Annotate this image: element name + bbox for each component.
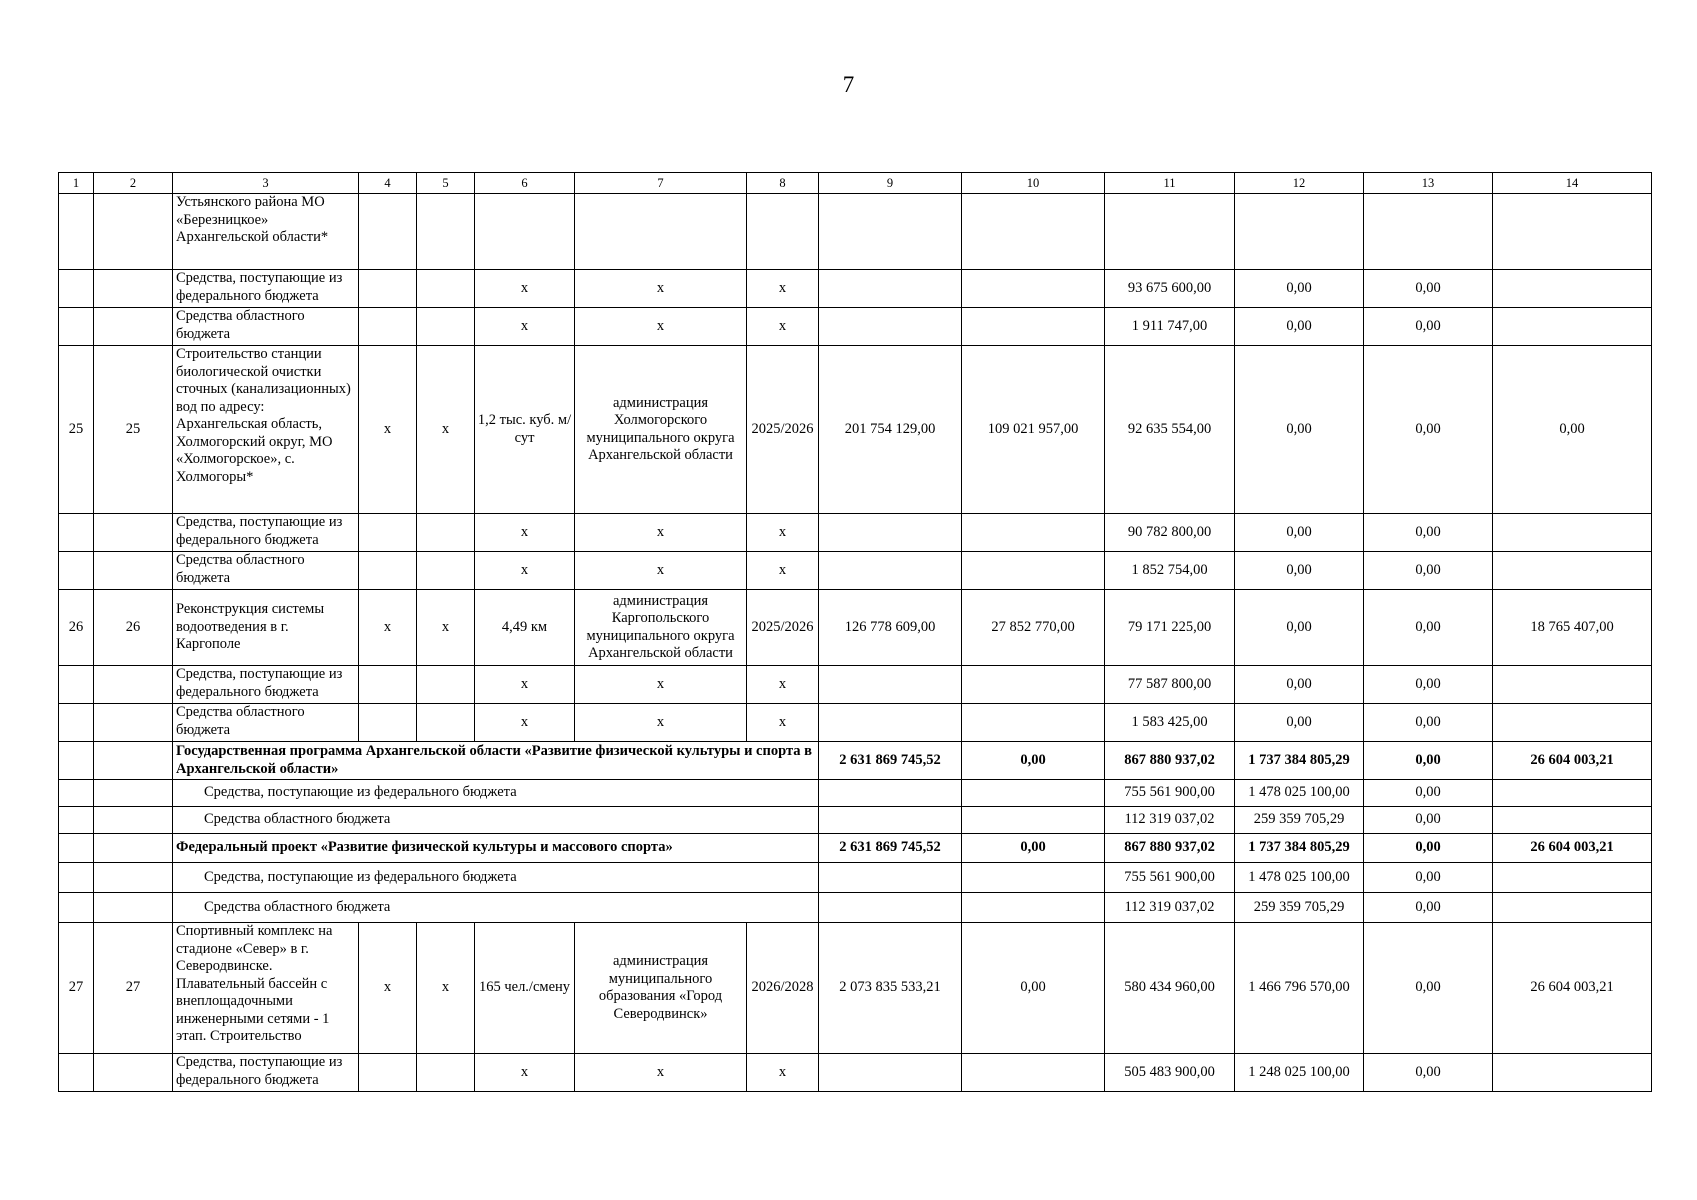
cell-amount: 505 483 900,00 bbox=[1105, 1054, 1235, 1092]
cell bbox=[417, 514, 475, 552]
cell bbox=[575, 194, 747, 270]
cell bbox=[359, 1054, 417, 1092]
cell-period: 2025/2026 bbox=[747, 346, 819, 514]
cell bbox=[94, 1054, 173, 1092]
cell-num: 26 bbox=[94, 590, 173, 666]
cell bbox=[59, 308, 94, 346]
cell bbox=[94, 780, 173, 807]
cell-period: 2026/2028 bbox=[747, 923, 819, 1054]
cell-amount: 79 171 225,00 bbox=[1105, 590, 1235, 666]
cell-amount: 1 737 384 805,29 bbox=[1235, 834, 1364, 863]
cell-amount: 1 478 025 100,00 bbox=[1235, 780, 1364, 807]
cell bbox=[747, 194, 819, 270]
table-row bbox=[59, 514, 1652, 552]
cell bbox=[962, 780, 1105, 807]
cell-amount: 1 852 754,00 bbox=[1105, 552, 1235, 590]
table-row bbox=[59, 346, 1652, 514]
project-total-row bbox=[59, 834, 1652, 863]
cell-num: 27 bbox=[94, 923, 173, 1054]
table-row bbox=[59, 590, 1652, 666]
project-title: Федеральный проект «Развитие физической культуры и массового спорта» bbox=[173, 834, 819, 863]
cell-x: x bbox=[417, 346, 475, 514]
cell-x: x bbox=[575, 704, 747, 742]
cell bbox=[94, 270, 173, 308]
cell-amount: 201 754 129,00 bbox=[819, 346, 962, 514]
cell-amount: 0,00 bbox=[1235, 514, 1364, 552]
cell bbox=[94, 704, 173, 742]
cell-x: x bbox=[575, 666, 747, 704]
cell-amount: 0,00 bbox=[1364, 666, 1493, 704]
cell-amount: 0,00 bbox=[962, 923, 1105, 1054]
cell-amount: 0,00 bbox=[1364, 346, 1493, 514]
cell-amount: 92 635 554,00 bbox=[1105, 346, 1235, 514]
header-cell: 4 bbox=[359, 173, 417, 194]
cell-capacity: 165 чел./смену bbox=[475, 923, 575, 1054]
cell-object-name: Реконструкция системы водоотведения в г. Каргополе bbox=[173, 590, 359, 666]
cell bbox=[1493, 514, 1652, 552]
header-cell: 7 bbox=[575, 173, 747, 194]
cell bbox=[1493, 666, 1652, 704]
cell-source: Средства областного бюджета bbox=[173, 704, 359, 742]
cell-x: x bbox=[575, 270, 747, 308]
table-row bbox=[59, 807, 1652, 834]
cell bbox=[819, 893, 962, 923]
cell bbox=[819, 807, 962, 834]
cell bbox=[59, 704, 94, 742]
cell-period: 2025/2026 bbox=[747, 590, 819, 666]
cell bbox=[819, 552, 962, 590]
cell-amount: 0,00 bbox=[1364, 863, 1493, 893]
cell bbox=[475, 194, 575, 270]
table-row bbox=[59, 666, 1652, 704]
cell bbox=[359, 704, 417, 742]
cell bbox=[962, 1054, 1105, 1092]
cell bbox=[359, 270, 417, 308]
cell bbox=[94, 308, 173, 346]
cell-x: x bbox=[359, 346, 417, 514]
cell-amount: 0,00 bbox=[1364, 704, 1493, 742]
cell bbox=[1105, 194, 1235, 270]
cell-amount: 0,00 bbox=[1364, 742, 1493, 780]
cell-x: x bbox=[747, 308, 819, 346]
cell-amount: 0,00 bbox=[1364, 780, 1493, 807]
cell-amount: 867 880 937,02 bbox=[1105, 742, 1235, 780]
cell-amount: 0,00 bbox=[1493, 346, 1652, 514]
cell-amount: 2 631 869 745,52 bbox=[819, 742, 962, 780]
cell bbox=[417, 1054, 475, 1092]
cell-amount: 93 675 600,00 bbox=[1105, 270, 1235, 308]
cell bbox=[819, 270, 962, 308]
cell bbox=[962, 807, 1105, 834]
cell bbox=[1493, 1054, 1652, 1092]
cell bbox=[962, 666, 1105, 704]
cell bbox=[94, 834, 173, 863]
cell bbox=[359, 666, 417, 704]
cell-amount: 0,00 bbox=[1364, 923, 1493, 1054]
header-cell: 8 bbox=[747, 173, 819, 194]
header-cell: 6 bbox=[475, 173, 575, 194]
cell bbox=[1493, 194, 1652, 270]
cell-amount: 26 604 003,21 bbox=[1493, 742, 1652, 780]
cell-amount: 0,00 bbox=[1364, 1054, 1493, 1092]
table-row bbox=[59, 863, 1652, 893]
cell-x: x bbox=[747, 704, 819, 742]
table-row bbox=[59, 923, 1652, 1054]
cell bbox=[819, 704, 962, 742]
cell bbox=[359, 514, 417, 552]
budget-table bbox=[58, 172, 1652, 1092]
cell bbox=[359, 194, 417, 270]
cell bbox=[59, 834, 94, 863]
header-cell: 2 bbox=[94, 173, 173, 194]
header-row bbox=[59, 173, 1652, 194]
cell bbox=[962, 863, 1105, 893]
cell-customer: администрация муниципального образования «Город Северодвинск» bbox=[575, 923, 747, 1054]
cell-amount: 1 248 025 100,00 bbox=[1235, 1054, 1364, 1092]
cell-num: 25 bbox=[59, 346, 94, 514]
cell-source: Средства областного бюджета bbox=[173, 552, 359, 590]
cell bbox=[819, 308, 962, 346]
cell bbox=[417, 666, 475, 704]
cell-amount: 112 319 037,02 bbox=[1105, 893, 1235, 923]
header-cell: 13 bbox=[1364, 173, 1493, 194]
cell-amount: 755 561 900,00 bbox=[1105, 780, 1235, 807]
cell-amount: 0,00 bbox=[1364, 552, 1493, 590]
cell-x: x bbox=[359, 923, 417, 1054]
cell-x: x bbox=[475, 514, 575, 552]
table-row bbox=[59, 270, 1652, 308]
cell-customer: администрация Холмогорского муниципального округа Архангельской области bbox=[575, 346, 747, 514]
table-row bbox=[59, 780, 1652, 807]
cell bbox=[417, 552, 475, 590]
cell-amount: 1 583 425,00 bbox=[1105, 704, 1235, 742]
table-row bbox=[59, 1054, 1652, 1092]
cell-amount: 0,00 bbox=[1364, 834, 1493, 863]
cell-amount: 0,00 bbox=[1235, 704, 1364, 742]
cell bbox=[819, 780, 962, 807]
cell-num: 26 bbox=[59, 590, 94, 666]
cell-amount: 0,00 bbox=[1235, 270, 1364, 308]
cell bbox=[819, 194, 962, 270]
cell-amount: 2 073 835 533,21 bbox=[819, 923, 962, 1054]
cell-source: Средства, поступающие из федерального бюджета bbox=[173, 514, 359, 552]
cell bbox=[1493, 807, 1652, 834]
cell-x: x bbox=[575, 552, 747, 590]
cell-num: 25 bbox=[94, 346, 173, 514]
cell-amount: 112 319 037,02 bbox=[1105, 807, 1235, 834]
cell-amount: 0,00 bbox=[1364, 893, 1493, 923]
cell-x: x bbox=[747, 1054, 819, 1092]
cell-source: Средства, поступающие из федерального бюджета bbox=[173, 863, 819, 893]
cell bbox=[819, 666, 962, 704]
cell-x: x bbox=[475, 704, 575, 742]
cell-amount: 26 604 003,21 bbox=[1493, 923, 1652, 1054]
cell-amount: 259 359 705,29 bbox=[1235, 893, 1364, 923]
cell bbox=[359, 552, 417, 590]
cell bbox=[417, 194, 475, 270]
cell-amount: 867 880 937,02 bbox=[1105, 834, 1235, 863]
cell-x: x bbox=[475, 1054, 575, 1092]
cell-x: x bbox=[747, 552, 819, 590]
cell-x: x bbox=[475, 308, 575, 346]
cell bbox=[1493, 270, 1652, 308]
cell bbox=[94, 666, 173, 704]
cell-amount: 2 631 869 745,52 bbox=[819, 834, 962, 863]
cell-amount: 27 852 770,00 bbox=[962, 590, 1105, 666]
cell-source: Средства, поступающие из федерального бюджета bbox=[173, 270, 359, 308]
cell-amount: 0,00 bbox=[1364, 514, 1493, 552]
cell bbox=[59, 863, 94, 893]
cell bbox=[1493, 863, 1652, 893]
header-cell: 1 bbox=[59, 173, 94, 194]
header-cell: 5 bbox=[417, 173, 475, 194]
cell-amount: 0,00 bbox=[1235, 346, 1364, 514]
cell-source: Средства, поступающие из федерального бюджета bbox=[173, 1054, 359, 1092]
cell-num: 27 bbox=[59, 923, 94, 1054]
page-number: 7 bbox=[842, 72, 855, 97]
cell-amount: 0,00 bbox=[1364, 270, 1493, 308]
header-cell: 3 bbox=[173, 173, 359, 194]
cell-amount: 18 765 407,00 bbox=[1493, 590, 1652, 666]
cell bbox=[59, 1054, 94, 1092]
cell-object-name: Устьянского района МО «Березницкое» Архангельской области* bbox=[173, 194, 359, 270]
cell bbox=[1493, 704, 1652, 742]
cell bbox=[962, 552, 1105, 590]
cell-amount: 1 466 796 570,00 bbox=[1235, 923, 1364, 1054]
header-cell: 9 bbox=[819, 173, 962, 194]
cell bbox=[819, 514, 962, 552]
cell bbox=[962, 194, 1105, 270]
cell bbox=[1493, 780, 1652, 807]
cell bbox=[94, 552, 173, 590]
cell-amount: 0,00 bbox=[962, 834, 1105, 863]
cell bbox=[59, 514, 94, 552]
cell-amount: 77 587 800,00 bbox=[1105, 666, 1235, 704]
cell-amount: 0,00 bbox=[1364, 308, 1493, 346]
cell bbox=[59, 270, 94, 308]
cell bbox=[94, 807, 173, 834]
cell-amount: 26 604 003,21 bbox=[1493, 834, 1652, 863]
cell-source: Средства, поступающие из федерального бюджета bbox=[173, 666, 359, 704]
cell-source: Средства областного бюджета bbox=[173, 308, 359, 346]
table-row bbox=[59, 308, 1652, 346]
cell-amount: 0,00 bbox=[1235, 552, 1364, 590]
cell bbox=[962, 514, 1105, 552]
cell-object-name: Спортивный комплекс на стадионе «Север» в г. Северодвинске. Плавательный бассейн с внеплощадочными инженерными сетями - 1 этап. Строительство bbox=[173, 923, 359, 1054]
cell-amount: 1 737 384 805,29 bbox=[1235, 742, 1364, 780]
program-total-row bbox=[59, 742, 1652, 780]
header-cell: 10 bbox=[962, 173, 1105, 194]
cell-capacity: 1,2 тыс. куб. м/сут bbox=[475, 346, 575, 514]
cell-source: Средства областного бюджета bbox=[173, 893, 819, 923]
cell-x: x bbox=[575, 514, 747, 552]
cell-amount: 0,00 bbox=[1364, 807, 1493, 834]
cell-amount: 0,00 bbox=[1235, 308, 1364, 346]
cell-amount: 1 911 747,00 bbox=[1105, 308, 1235, 346]
cell bbox=[59, 742, 94, 780]
cell-x: x bbox=[747, 666, 819, 704]
header-cell: 14 bbox=[1493, 173, 1652, 194]
cell-amount: 259 359 705,29 bbox=[1235, 807, 1364, 834]
cell bbox=[417, 308, 475, 346]
cell-x: x bbox=[747, 514, 819, 552]
table-row bbox=[59, 893, 1652, 923]
cell bbox=[59, 780, 94, 807]
cell-x: x bbox=[575, 1054, 747, 1092]
table-row bbox=[59, 194, 1652, 270]
cell bbox=[59, 666, 94, 704]
cell-x: x bbox=[747, 270, 819, 308]
cell-x: x bbox=[359, 590, 417, 666]
cell bbox=[359, 308, 417, 346]
header-cell: 12 bbox=[1235, 173, 1364, 194]
cell bbox=[962, 704, 1105, 742]
table-row bbox=[59, 552, 1652, 590]
cell bbox=[59, 807, 94, 834]
cell bbox=[94, 863, 173, 893]
cell bbox=[962, 270, 1105, 308]
cell-x: x bbox=[575, 308, 747, 346]
cell-amount: 109 021 957,00 bbox=[962, 346, 1105, 514]
cell bbox=[1235, 194, 1364, 270]
cell bbox=[962, 308, 1105, 346]
cell bbox=[819, 863, 962, 893]
header-cell: 11 bbox=[1105, 173, 1235, 194]
cell-x: x bbox=[417, 923, 475, 1054]
cell-x: x bbox=[475, 270, 575, 308]
cell bbox=[819, 1054, 962, 1092]
cell-amount: 755 561 900,00 bbox=[1105, 863, 1235, 893]
cell bbox=[962, 893, 1105, 923]
cell bbox=[94, 514, 173, 552]
cell-num bbox=[94, 194, 173, 270]
cell bbox=[59, 552, 94, 590]
cell-amount: 0,00 bbox=[1235, 666, 1364, 704]
cell-customer: администрация Каргопольского муниципального округа Архангельской области bbox=[575, 590, 747, 666]
cell bbox=[417, 270, 475, 308]
cell-amount: 1 478 025 100,00 bbox=[1235, 863, 1364, 893]
cell-x: x bbox=[475, 552, 575, 590]
cell-amount: 126 778 609,00 bbox=[819, 590, 962, 666]
cell bbox=[1364, 194, 1493, 270]
cell-source: Средства областного бюджета bbox=[173, 807, 819, 834]
cell bbox=[417, 704, 475, 742]
cell bbox=[59, 893, 94, 923]
table-row bbox=[59, 704, 1652, 742]
cell bbox=[94, 742, 173, 780]
cell-amount: 0,00 bbox=[962, 742, 1105, 780]
cell-source: Средства, поступающие из федерального бюджета bbox=[173, 780, 819, 807]
cell-amount: 90 782 800,00 bbox=[1105, 514, 1235, 552]
cell-num bbox=[59, 194, 94, 270]
cell bbox=[1493, 308, 1652, 346]
cell bbox=[94, 893, 173, 923]
cell-x: x bbox=[417, 590, 475, 666]
program-title: Государственная программа Архангельской области «Развитие физической культуры и спорта в Архангельской области» bbox=[173, 742, 819, 780]
cell-amount: 0,00 bbox=[1235, 590, 1364, 666]
cell bbox=[1493, 552, 1652, 590]
cell-amount: 580 434 960,00 bbox=[1105, 923, 1235, 1054]
cell bbox=[1493, 893, 1652, 923]
cell-capacity: 4,49 км bbox=[475, 590, 575, 666]
cell-amount: 0,00 bbox=[1364, 590, 1493, 666]
cell-object-name: Строительство станции биологической очистки сточных (канализационных) вод по адресу: Архангельская область, Холмогорский округ, МО «Холмогорское», с. Холмогоры* bbox=[173, 346, 359, 514]
cell-x: x bbox=[475, 666, 575, 704]
